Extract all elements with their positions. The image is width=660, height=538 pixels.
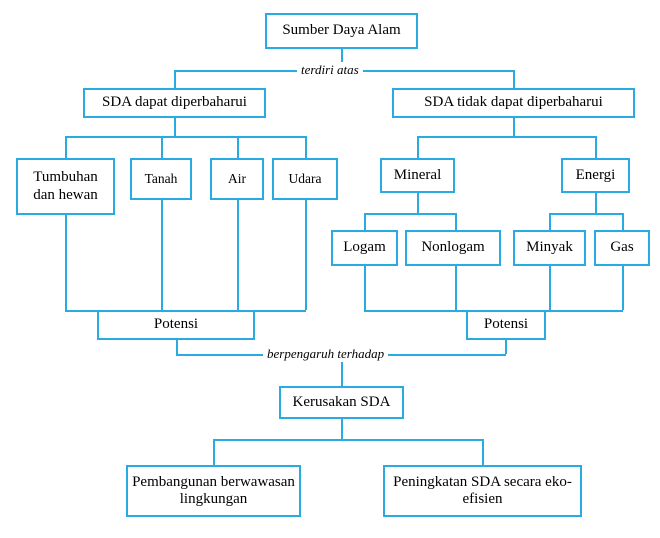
connector-to-mineral bbox=[417, 136, 419, 158]
node-minyak[interactable]: Minyak bbox=[513, 230, 586, 266]
edge-label-terdiri-atas: terdiri atas bbox=[297, 62, 363, 78]
connector-nonrenewable-down bbox=[513, 118, 515, 136]
edge-label-berpengaruh-terhadap: berpengaruh terhadap bbox=[263, 346, 388, 362]
connector-potensi-right-down bbox=[505, 340, 507, 354]
node-root[interactable]: Sumber Daya Alam bbox=[265, 13, 418, 49]
connector-energi-bar bbox=[549, 213, 622, 215]
connector-renewable-bar bbox=[65, 136, 305, 138]
connector-outcome-bar bbox=[213, 439, 483, 441]
connector-energi-down bbox=[595, 193, 597, 213]
node-nonrenewable[interactable]: SDA tidak dapat diperbaharui bbox=[392, 88, 635, 118]
node-gas[interactable]: Gas bbox=[594, 230, 650, 266]
connector-to-pembangunan bbox=[213, 439, 215, 465]
node-logam[interactable]: Logam bbox=[331, 230, 398, 266]
connector-to-air bbox=[237, 136, 239, 158]
connector-minyak-down bbox=[549, 266, 551, 310]
node-renewable[interactable]: SDA dapat diperbaharui bbox=[83, 88, 266, 118]
node-air[interactable]: Air bbox=[210, 158, 264, 200]
node-mineral[interactable]: Mineral bbox=[380, 158, 455, 193]
connector-potensi-left-down bbox=[176, 340, 178, 354]
connector-to-nonlogam bbox=[455, 213, 457, 230]
connector-to-tanah bbox=[161, 136, 163, 158]
node-pembangunan-berwawasan-lingkungan[interactable]: Pembangunan berwawasan lingkungan bbox=[126, 465, 301, 517]
connector-to-tumbuhan bbox=[65, 136, 67, 158]
connector-udara-down bbox=[305, 200, 307, 310]
connector-kerusakan-down bbox=[341, 419, 343, 439]
node-nonlogam[interactable]: Nonlogam bbox=[405, 230, 501, 266]
node-potensi-left[interactable]: Potensi bbox=[97, 310, 255, 340]
connector-to-peningkatan bbox=[482, 439, 484, 465]
connector-air-down bbox=[237, 200, 239, 310]
connector-to-energi bbox=[595, 136, 597, 158]
connector-tumbuhan-down bbox=[65, 215, 67, 310]
connector-to-udara bbox=[305, 136, 307, 158]
node-tanah[interactable]: Tanah bbox=[130, 158, 192, 200]
connector-nonlogam-down bbox=[455, 266, 457, 310]
node-energi[interactable]: Energi bbox=[561, 158, 630, 193]
connector-mineral-bar bbox=[364, 213, 455, 215]
node-udara[interactable]: Udara bbox=[272, 158, 338, 200]
connector-to-logam bbox=[364, 213, 366, 230]
node-kerusakan-sda[interactable]: Kerusakan SDA bbox=[279, 386, 404, 419]
connector-gas-down bbox=[622, 266, 624, 310]
node-peningkatan-sda-eko-efisien[interactable]: Peningkatan SDA secara eko-efisien bbox=[383, 465, 582, 517]
connector-to-minyak bbox=[549, 213, 551, 230]
node-tumbuhan-dan-hewan[interactable]: Tumbuhan dan hewan bbox=[16, 158, 115, 215]
connector-renewable-down bbox=[174, 118, 176, 136]
connector-to-nonrenewable bbox=[513, 70, 515, 88]
connector-tanah-down bbox=[161, 200, 163, 310]
connector-mineral-down bbox=[417, 193, 419, 213]
connector-to-renewable bbox=[174, 70, 176, 88]
connector-nonrenewable-bar bbox=[417, 136, 597, 138]
connector-to-gas bbox=[622, 213, 624, 230]
connector-logam-down bbox=[364, 266, 366, 310]
node-potensi-right[interactable]: Potensi bbox=[466, 310, 546, 340]
